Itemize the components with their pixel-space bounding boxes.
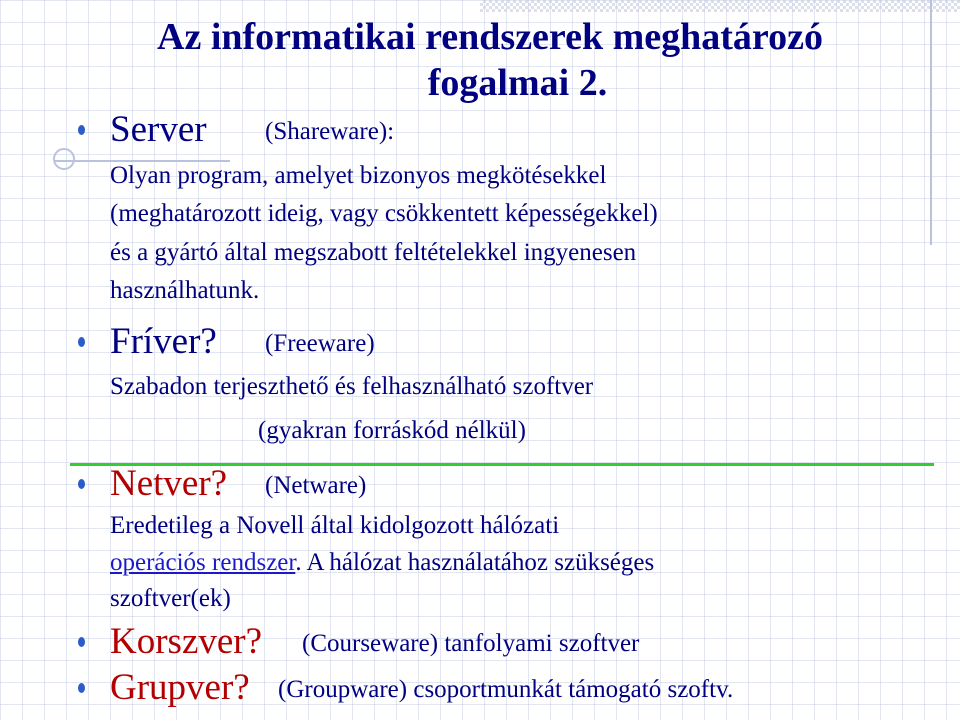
bullet-icon: [78, 337, 85, 347]
bullet-icon: [78, 479, 85, 489]
desc-line: (meghatározott ideig, vagy csökkentett képességekkel): [110, 200, 658, 227]
term-desc: tanfolyami szoftver: [444, 630, 640, 657]
desc-line: Szabadon terjeszthető és felhasználható szoftver: [110, 373, 594, 400]
paren-text: (Courseware): [302, 630, 439, 657]
desc-line-2: [110, 549, 654, 577]
term-friver: Fríver?: [110, 321, 217, 362]
desc-line-rest: . A hálózat használatához szükséges: [295, 549, 655, 576]
desc-line: használhatunk.: [110, 277, 260, 304]
bullet-icon: [78, 125, 85, 135]
operating-system-link[interactable]: operációs rendszer: [110, 549, 296, 576]
checker-strip: [480, 0, 960, 12]
paren-groupware: [278, 676, 733, 704]
term-desc: csoportmunkát támogató szoftv.: [413, 676, 734, 703]
title-line-2: fogalmai 2.: [427, 62, 608, 104]
term-server: Server: [110, 109, 207, 150]
paren-netware: (Netware): [265, 472, 367, 499]
decor-ring: [53, 148, 75, 170]
desc-line: Olyan program, amelyet bizonyos megkötésekkel: [110, 162, 607, 189]
decor-vertical-line: [930, 0, 932, 245]
bullet-icon: [78, 637, 85, 647]
desc-line: Eredetileg a Novell által kidolgozott hálózati: [110, 512, 560, 539]
title-line-1: Az informatikai rendszerek meghatározó: [157, 16, 823, 58]
term-korszver: Korszver?: [110, 621, 263, 662]
paren-shareware: (Shareware):: [265, 118, 395, 145]
paren-courseware: [302, 630, 639, 658]
desc-line: és a gyártó által megszabott feltételekkel ingyenesen: [110, 239, 637, 266]
term-netver: Netver?: [110, 463, 228, 504]
bullet-icon: [78, 683, 85, 693]
desc-line: szoftver(ek): [110, 585, 231, 612]
desc-line: (gyakran forráskód nélkül): [258, 417, 526, 444]
slide-title: [60, 14, 920, 106]
term-grupver: Grupver?: [110, 667, 250, 708]
paren-freeware: (Freeware): [265, 330, 375, 357]
paren-text: (Groupware): [278, 676, 408, 703]
